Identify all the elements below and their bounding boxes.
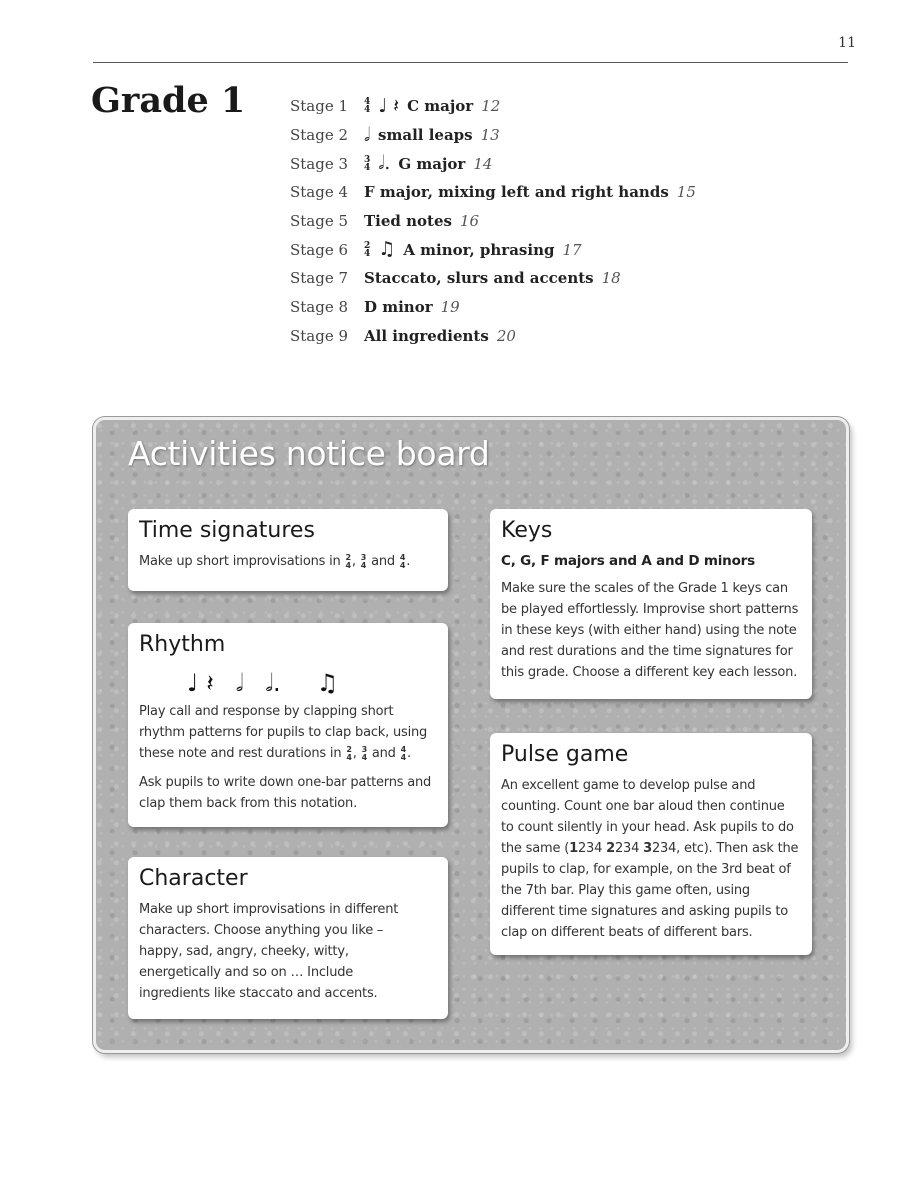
header-rule: [93, 62, 848, 63]
grade-title: Grade 1: [91, 80, 246, 121]
character-card: [128, 857, 448, 1019]
stage-page: 13: [480, 126, 500, 145]
card-text: An excellent game to develop pulse and counting. Count one bar aloud then continue to count silently in your head. Ask pupils to do the same (1234 2234 3234, etc). Then ask the pupils to clap, for example, on the 3rd beat of the 7th bar. Play this game often, using different time signatures and asking pupils to clap on different beats of different bars.: [501, 778, 799, 940]
time-signatures-card: [128, 509, 448, 591]
stage-row: [290, 264, 830, 293]
card-subheading: C, G, F majors and A and D minors: [501, 553, 755, 569]
stage-title: C major: [407, 97, 474, 116]
stage-title: Tied notes: [364, 212, 452, 231]
stage-label: Stage 5: [290, 212, 349, 231]
time-signature: 3 4: [364, 154, 371, 173]
board-title: Activities notice board: [128, 434, 490, 473]
card-text: Make up short improvisations in 2 4 , 3 4 and 4 4 .: [139, 552, 411, 570]
time-signature: 2 4: [346, 744, 352, 762]
dotted-half-note-icon: 𝅗𝅥.: [378, 152, 391, 175]
time-signature: 3 4: [361, 744, 367, 762]
stage-label: Stage 9: [290, 326, 349, 345]
time-signature: 2 4: [345, 552, 351, 570]
time-signature: 4 4: [399, 552, 406, 570]
stage-row: [290, 121, 830, 150]
stage-row: [290, 149, 830, 178]
keys-card: [490, 509, 812, 699]
card-text: Ask pupils to write down one-bar patterns and clap them back from this notation.: [139, 775, 432, 811]
stage-page: 16: [459, 212, 480, 231]
stage-page: 15: [676, 183, 696, 202]
quarter-rest-icon: 𝄽: [206, 669, 214, 697]
beamed-eighth-notes-icon: ♫: [378, 238, 396, 261]
stage-row: [290, 293, 830, 322]
stage-page: 17: [562, 240, 582, 259]
stage-title: F major, mixing left and right hands: [364, 183, 669, 202]
stage-row: [290, 207, 830, 236]
card-heading: Character: [139, 866, 248, 891]
card-heading: Keys: [501, 518, 553, 543]
beamed-eighth-notes-icon: ♫: [316, 669, 339, 697]
half-note-icon: 𝅗𝅥: [235, 669, 244, 697]
stage-label: Stage 7: [290, 269, 349, 288]
time-signature: 2 4: [364, 240, 371, 259]
time-signature: 4 4: [364, 97, 371, 116]
stage-title: A minor, phrasing: [403, 240, 555, 259]
card-heading: Rhythm: [139, 632, 226, 657]
rhythm-card: [128, 623, 448, 827]
card-heading: Pulse game: [501, 742, 629, 767]
card-heading: Time signatures: [139, 518, 315, 543]
card-text: Play call and response by clapping short rhythm patterns for pupils to clap back, using these note and rest durations in 2 4 , 3 4 and 4 4 .: [139, 704, 428, 762]
dotted-half-note-icon: 𝅗𝅥.: [265, 669, 281, 697]
half-note-icon: 𝅗𝅥: [364, 123, 371, 146]
stage-title: small leaps: [378, 126, 473, 145]
quarter-note-quarter-rest-icon: ♩ 𝄽: [378, 94, 400, 117]
stage-label: Stage 3: [290, 154, 349, 173]
time-signature: 3 4: [360, 552, 367, 570]
rhythm-symbols: [187, 665, 437, 695]
time-signature: 4 4: [400, 744, 407, 762]
stage-row: [290, 92, 830, 121]
stage-row: [290, 178, 830, 207]
stage-label: Stage 6: [290, 240, 349, 259]
stage-row: [290, 235, 830, 264]
stage-title: D minor: [364, 298, 433, 317]
stage-label: Stage 8: [290, 298, 349, 317]
quarter-note-icon: ♩: [187, 669, 199, 697]
stage-page: 18: [601, 269, 621, 288]
stage-page: 20: [496, 326, 516, 345]
stage-page: 14: [473, 154, 493, 173]
card-text: Make up short improvisations in different characters. Choose anything you like – happy, sad, angry, cheeky, witty, energetically and so on … Include ingredients like staccato and accents.: [139, 902, 399, 1001]
stage-page: 12: [481, 97, 501, 116]
stage-title: G major: [398, 154, 466, 173]
pulse-game-card: [490, 733, 812, 955]
stage-page: 19: [440, 298, 460, 317]
page-number: 11: [838, 35, 856, 51]
stage-title: Staccato, slurs and accents: [364, 269, 594, 288]
stage-row: [290, 322, 830, 351]
stage-label: Stage 4: [290, 183, 349, 202]
stage-title: All ingredients: [364, 326, 489, 345]
stage-list: [290, 92, 830, 350]
activities-notice-board: [93, 417, 849, 1053]
card-text: Make sure the scales of the Grade 1 keys can be played effortlessly. Improvise short patterns in these keys (with either hand) using the note and rest durations and the time signatures for this grade. Choose a different key each lesson.: [501, 581, 799, 680]
stage-label: Stage 1: [290, 97, 349, 116]
stage-label: Stage 2: [290, 126, 349, 145]
